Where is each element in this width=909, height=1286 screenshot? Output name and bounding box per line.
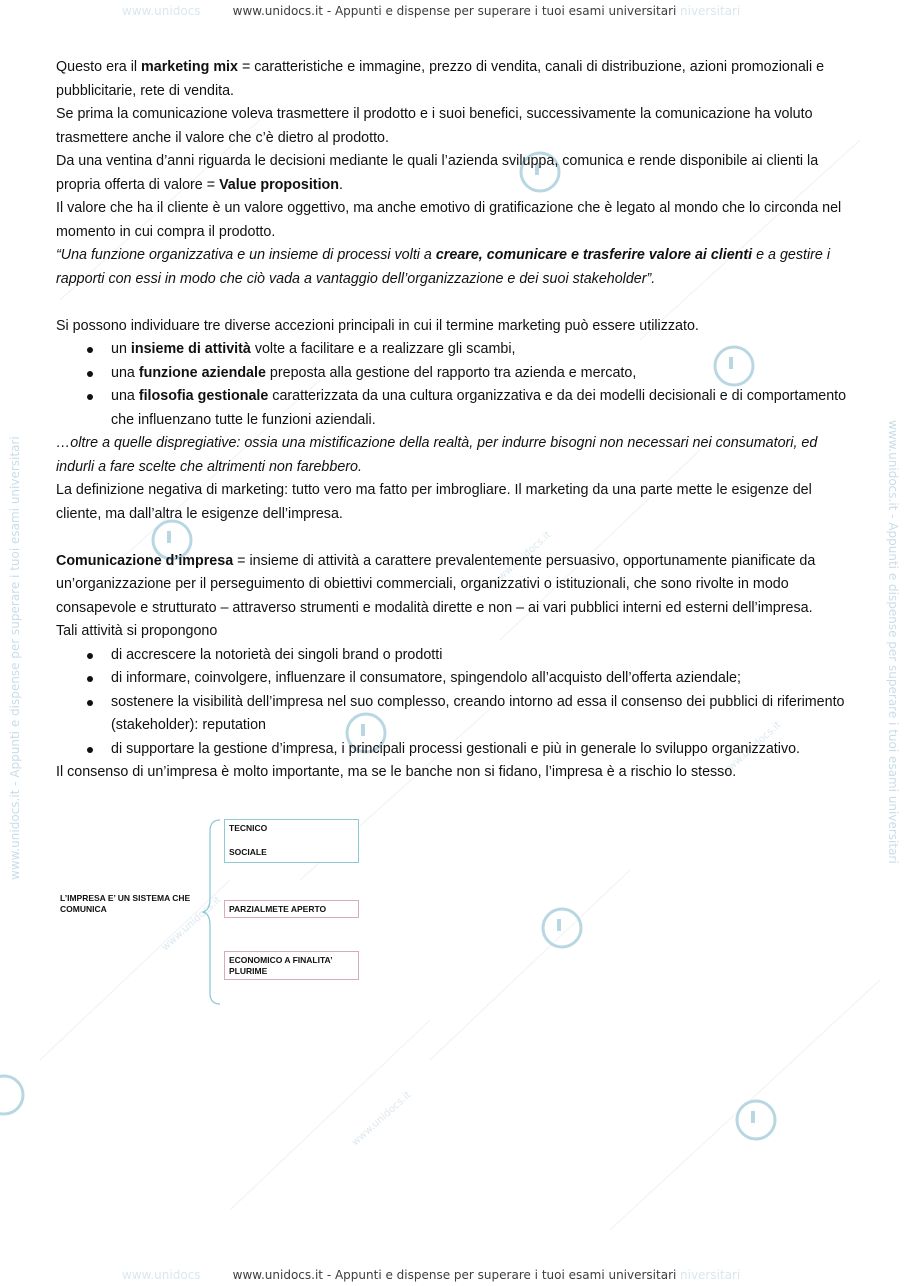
list-item: di accrescere la notorietà dei singoli brand o prodotti	[111, 644, 856, 668]
list-item: di supportare la gestione d’impresa, i principali processi gestionali e più in generale lo sviluppo organizzativo.	[111, 738, 856, 762]
paragraph: Il consenso di un’impresa è molto importante, ma se le banche non si fidano, l’impresa è a rischio lo stesso.	[56, 764, 737, 780]
footer-text: www.unidocs.it - Appunti e dispense per superare i tuoi esami universitari	[232, 1268, 677, 1282]
diagram-box-label: PLURIME	[229, 966, 268, 976]
footer-ghost-text: www.unidocs	[122, 1268, 201, 1282]
bullet-list	[56, 338, 856, 432]
paragraph: Questo era il marketing mix = caratteristiche e immagine, prezzo di vendita, canali di distribuzione, azioni promozionali e pubblicitarie, rete di vendita.	[56, 59, 825, 99]
paragraph: …oltre a quelle dispregiative: ossia una mistificazione della realtà, per indurre bisogni non necessari nei consumatori, ed indurli a fare scelte che altrimenti non farebbero.	[56, 435, 818, 475]
page-footer-watermark	[0, 1268, 909, 1282]
paragraph: Si possono individuare tre diverse accezioni principali in cui il termine marketing può essere utilizzato.	[56, 317, 699, 334]
document-body	[56, 56, 856, 785]
diagram-box-label: ECONOMICO A FINALITA’	[229, 955, 333, 965]
diagram-box-parzialmente-aperto	[224, 900, 359, 918]
concept-diagram	[56, 815, 376, 1005]
paragraph: Se prima la comunicazione voleva trasmettere il prodotto e i suoi benefici, successivamente la comunicazione ha voluto trasmettere anche il valore che c’è dietro al prodotto.	[56, 106, 813, 146]
paragraph: Comunicazione d’impresa = insieme di attività a carattere prevalentemente persuasivo, opportunamente pianificate da un’organizzazione per il perseguimento di obiettivi commerciali, organizzativi o istituzionali, che sono rivolte in modo consapevole e strutturato – attraverso strumenti e modalità dirette e non – ai vari pubblici interni ed esterni dell’impresa.	[56, 552, 816, 616]
paragraph: Il valore che ha il cliente è un valore oggettivo, ma anche emotivo di gratificazione che è legato al mondo che lo circonda nel momento in cui compra il prodotto.	[56, 200, 842, 240]
diagram-box-economico	[224, 951, 359, 980]
diagram-box-label: SOCIALE	[229, 847, 267, 857]
diagram-box-label: PARZIALMETE APERTO	[229, 904, 327, 914]
bullet-list	[56, 644, 856, 762]
page-header-watermark	[0, 4, 909, 18]
watermark-text: www.unidocs.it	[720, 719, 784, 779]
watermark-text: www.unidocs.it	[350, 1089, 414, 1149]
diagram-box-tecnico-sociale	[224, 819, 359, 863]
header-ghost-text: www.unidocs	[122, 4, 201, 18]
diagram-root-label: L’IMPRESA E’ UN SISTEMA CHE COMUNICA	[60, 893, 191, 914]
list-item: una filosofia gestionale caratterizzata da una cultura organizzativa e da dei modelli decisionali e di comportamento che influenzano tutte le funzioni aziendali.	[111, 385, 856, 432]
left-side-watermark: www.unidocs.it - Appunti e dispense per superare i tuoi esami universitari	[8, 436, 22, 880]
list-item: sostenere la visibilità dell’impresa nel suo complesso, creando intorno ad essa il consenso dei pubblici di riferimento (stakeholder): reputation	[111, 691, 856, 738]
quote: “Una funzione organizzativa e un insieme di processi volti a creare, comunicare e trasferire valore ai clienti e a gestire i rapporti con essi in modo che ciò vada a vantaggio dell’organizzazione e dei suoi stakeholder”.	[56, 247, 831, 287]
header-text: www.unidocs.it - Appunti e dispense per superare i tuoi esami universitari	[232, 4, 677, 18]
header-ghost-text: niversitari	[680, 4, 741, 18]
list-item: di informare, coinvolgere, influenzare il consumatore, spingendolo all’acquisto dell’offerta aziendale;	[111, 667, 856, 691]
paragraph: Tali attività si propongono	[56, 623, 218, 639]
list-item: un insieme di attività volte a facilitare e a realizzare gli scambi,	[111, 338, 856, 362]
right-side-watermark: www.unidocs.it - Appunti e dispense per superare i tuoi esami universitari	[886, 420, 900, 864]
watermark-text: www.unidocs.it	[160, 894, 224, 954]
paragraph: Da una ventina d’anni riguarda le decisioni mediante le quali l’azienda sviluppa, comunica e rende disponibile ai clienti la propria offerta di valore = Value proposition.	[56, 153, 819, 193]
brace-icon	[202, 819, 222, 1005]
paragraph: La definizione negativa di marketing: tutto vero ma fatto per imbrogliare. Il marketing da una parte mette le esigenze del cliente, ma dall’altra le esigenze dell’impresa.	[56, 482, 812, 522]
list-item: una funzione aziendale preposta alla gestione del rapporto tra azienda e mercato,	[111, 362, 856, 386]
diagram-box-label: TECNICO	[229, 823, 268, 833]
watermark-text: www.unidocs.it	[490, 529, 554, 589]
footer-ghost-text: niversitari	[680, 1268, 741, 1282]
